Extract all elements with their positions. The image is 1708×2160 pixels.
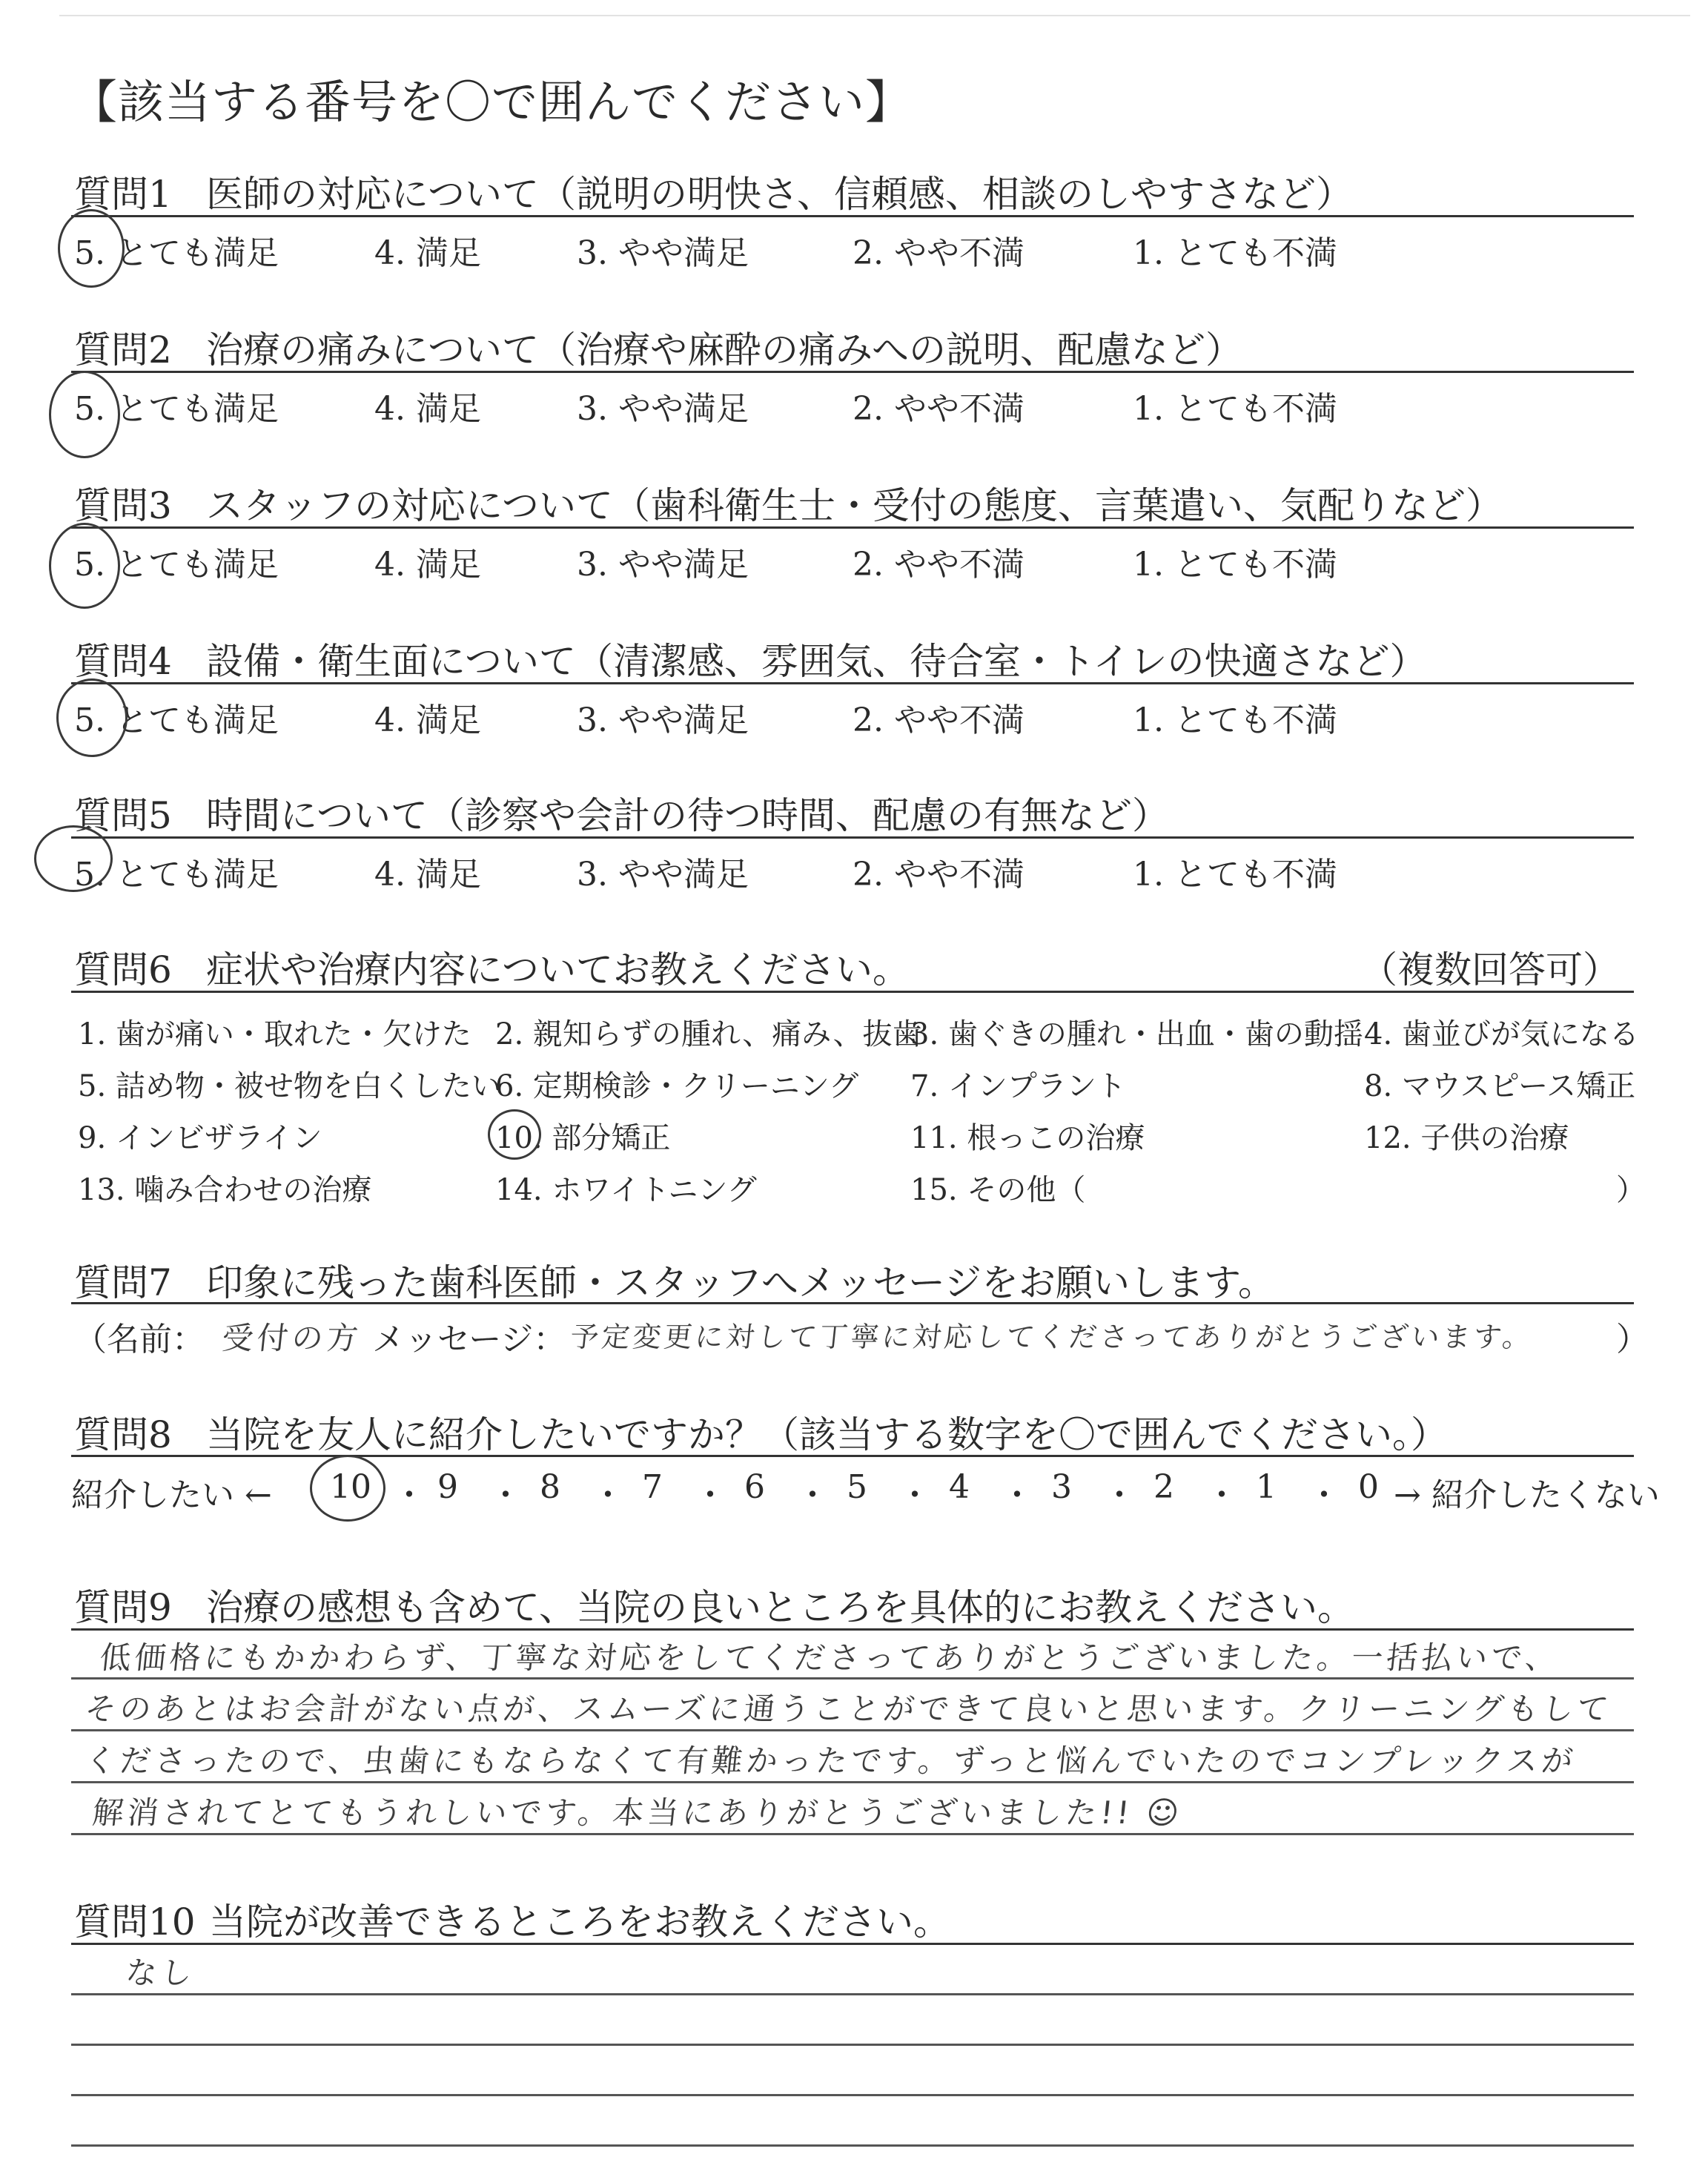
- scale-separator: ・: [1103, 1476, 1136, 1514]
- question-text: 治療の感想も含めて、当院の良いところを具体的にお教えください。: [206, 1586, 1354, 1629]
- selection-circle: [49, 523, 120, 609]
- question-text: 症状や治療内容についてお教えください。: [206, 948, 910, 991]
- question-rule: [71, 836, 1634, 839]
- writing-line: [71, 1729, 1634, 1731]
- scale-value-5[interactable]: 5: [847, 1468, 867, 1506]
- scale-value-0[interactable]: 0: [1358, 1468, 1379, 1506]
- question-label: 質問8: [74, 1413, 172, 1456]
- recommend-right-label: → 紹介したくない: [1394, 1476, 1660, 1514]
- option-4[interactable]: 4. 満足: [374, 701, 481, 739]
- symptom-option[interactable]: 14. ホワイトニング: [495, 1173, 757, 1207]
- question-text: スタッフの対応について（歯科衛生士・受付の態度、言葉遣い、気配りなど）: [206, 484, 1503, 527]
- option-1[interactable]: 1. とても不満: [1133, 856, 1337, 894]
- improvement-answer[interactable]: なし: [124, 1955, 198, 1991]
- option-3[interactable]: 3. やや満足: [577, 234, 749, 272]
- question-rule: [71, 1455, 1634, 1457]
- selection-circle: [49, 371, 120, 458]
- question-label: 質問7: [74, 1261, 172, 1304]
- scale-value-9[interactable]: 9: [437, 1468, 458, 1506]
- option-2[interactable]: 2. やや不満: [853, 701, 1025, 739]
- question-rule: [71, 1943, 1634, 1945]
- selection-circle: [310, 1455, 385, 1522]
- scale-separator: ・: [489, 1476, 522, 1514]
- question-label: 質問4: [74, 640, 172, 683]
- question-label: 質問6: [74, 948, 172, 991]
- selection-circle: [56, 678, 128, 757]
- symptom-option[interactable]: 2. 親知らずの腫れ、痛み、抜歯: [495, 1017, 922, 1051]
- option-1[interactable]: 1. とても不満: [1133, 546, 1337, 584]
- selection-circle: [488, 1109, 541, 1160]
- question-rule: [71, 991, 1634, 993]
- option-5[interactable]: 5. とても満足: [74, 234, 279, 272]
- scale-separator: ・: [1001, 1476, 1033, 1514]
- question-text: 医師の対応について（説明の明快さ、信頼感、相談のしやすさなど）: [206, 173, 1353, 216]
- writing-line: [71, 1993, 1634, 1995]
- answer-line[interactable]: くださったので、虫歯にもならなくて有難かったです。ずっと悩んでいたのでコンプレックスが: [83, 1743, 1579, 1779]
- scale-separator: ・: [796, 1476, 829, 1514]
- option-4[interactable]: 4. 満足: [374, 234, 481, 272]
- scale-separator: ・: [1205, 1476, 1238, 1514]
- symptom-option[interactable]: 15. その他（: [910, 1173, 1086, 1207]
- writing-line: [71, 1833, 1634, 1835]
- symptom-option[interactable]: 13. 噛み合わせの治療: [78, 1173, 372, 1207]
- symptom-option[interactable]: 7. インプラント: [910, 1069, 1126, 1103]
- symptom-option[interactable]: 3. 歯ぐきの腫れ・出血・歯の動揺: [910, 1017, 1363, 1051]
- option-2[interactable]: 2. やや不満: [853, 234, 1025, 272]
- other-close-paren: ）: [1616, 1173, 1646, 1207]
- question-label: 質問5: [74, 794, 172, 837]
- option-3[interactable]: 3. やや満足: [577, 701, 749, 739]
- symptom-option[interactable]: 9. インビザライン: [78, 1121, 322, 1155]
- recommend-left-label: 紹介したい ←: [71, 1476, 272, 1514]
- symptom-option[interactable]: 10. 部分矯正: [495, 1121, 671, 1155]
- message-label: メッセージ：: [372, 1321, 566, 1358]
- multiple-answers-note: （複数回答可）: [1360, 948, 1620, 991]
- scale-value-6[interactable]: 6: [744, 1468, 765, 1506]
- question-text: 印象に残った歯科医師・スタッフへメッセージをお願いします。: [206, 1261, 1275, 1304]
- option-5[interactable]: 5. とても満足: [74, 390, 279, 428]
- option-4[interactable]: 4. 満足: [374, 856, 481, 894]
- scale-value-1[interactable]: 1: [1256, 1468, 1277, 1506]
- option-1[interactable]: 1. とても不満: [1133, 701, 1337, 739]
- option-5[interactable]: 5. とても満足: [74, 546, 279, 584]
- writing-line: [71, 1781, 1634, 1783]
- name-label: （名前：: [74, 1321, 205, 1358]
- answer-line[interactable]: 低価格にもかかわらず、丁寧な対応をしてくださってありがとうございました。一括払いで、: [98, 1639, 1563, 1676]
- question-rule: [71, 1628, 1634, 1631]
- question-text: 設備・衛生面について（清潔感、雰囲気、待合室・トイレの快適さなど）: [206, 640, 1427, 683]
- scale-value-2[interactable]: 2: [1153, 1468, 1174, 1506]
- question-text: 治療の痛みについて（治療や麻酔の痛みへの説明、配慮など）: [206, 328, 1242, 371]
- option-4[interactable]: 4. 満足: [374, 546, 481, 584]
- top-border: [59, 15, 1690, 16]
- question-rule: [71, 682, 1634, 684]
- option-1[interactable]: 1. とても不満: [1133, 234, 1337, 272]
- symptom-option[interactable]: 11. 根っこの治療: [910, 1121, 1145, 1155]
- question-label: 質問9: [74, 1586, 172, 1629]
- option-2[interactable]: 2. やや不満: [853, 856, 1025, 894]
- question-label: 質問3: [74, 484, 172, 527]
- scale-separator: ・: [592, 1476, 624, 1514]
- question-rule: [71, 371, 1634, 373]
- option-5[interactable]: 5. とても満足: [74, 701, 279, 739]
- question-rule: [71, 215, 1634, 217]
- option-5[interactable]: 5. とても満足: [74, 856, 279, 894]
- option-2[interactable]: 2. やや不満: [853, 390, 1025, 428]
- option-3[interactable]: 3. やや満足: [577, 856, 749, 894]
- scale-value-10[interactable]: 10: [330, 1468, 371, 1506]
- option-3[interactable]: 3. やや満足: [577, 390, 749, 428]
- question-label: 質問1: [74, 173, 172, 216]
- option-3[interactable]: 3. やや満足: [577, 546, 749, 584]
- writing-line: [71, 2094, 1634, 2096]
- symptom-option[interactable]: 8. マウスピース矯正: [1364, 1069, 1636, 1103]
- writing-line: [71, 2044, 1634, 2046]
- answer-line[interactable]: 解消されてとてもうれしいです。本当にありがとうございました!! ☺: [90, 1794, 1185, 1831]
- symptom-option[interactable]: 1. 歯が痛い・取れた・欠けた: [78, 1017, 471, 1051]
- option-2[interactable]: 2. やや不満: [853, 546, 1025, 584]
- writing-line: [71, 2144, 1634, 2147]
- symptom-option[interactable]: 12. 子供の治療: [1364, 1121, 1569, 1155]
- question-text: 時間について（診察や会計の待つ時間、配慮の有無など）: [206, 794, 1169, 837]
- message-answer[interactable]: 予定変更に対して丁寧に対応してくださってありがとうございます。: [569, 1321, 1535, 1353]
- scale-separator: ・: [898, 1476, 931, 1514]
- answer-line[interactable]: そのあとはお会計がない点が、スムーズに通うことができて良いと思います。クリーニングもして: [83, 1691, 1614, 1727]
- scale-value-8[interactable]: 8: [540, 1468, 560, 1506]
- option-4[interactable]: 4. 満足: [374, 390, 481, 428]
- selection-circle: [34, 825, 113, 892]
- staff-name-answer[interactable]: 受付の方: [220, 1320, 364, 1356]
- scale-value-4[interactable]: 4: [949, 1468, 970, 1506]
- message-close-paren: ）: [1616, 1321, 1649, 1358]
- scale-separator: ・: [1308, 1476, 1340, 1514]
- instruction-header: 【該当する番号を〇で囲んでください】: [71, 75, 913, 129]
- question-rule: [71, 526, 1634, 529]
- question-text: 当院が改善できるところをお教えください。: [209, 1900, 950, 1943]
- option-1[interactable]: 1. とても不満: [1133, 390, 1337, 428]
- scale-separator: ・: [393, 1476, 426, 1514]
- symptom-option[interactable]: 6. 定期検診・クリーニング: [495, 1069, 859, 1103]
- scale-separator: ・: [694, 1476, 726, 1514]
- symptom-option[interactable]: 5. 詰め物・被せ物を白くしたい: [78, 1069, 501, 1103]
- scale-value-7[interactable]: 7: [642, 1468, 663, 1506]
- question-label: 質問2: [74, 328, 172, 371]
- symptom-option[interactable]: 4. 歯並びが気になる: [1364, 1017, 1639, 1051]
- question-label: 質問10: [74, 1900, 196, 1943]
- scale-value-3[interactable]: 3: [1051, 1468, 1072, 1506]
- question-rule: [71, 1302, 1634, 1304]
- writing-line: [71, 1677, 1634, 1680]
- question-text: 当院を友人に紹介したいですか？（該当する数字を〇で囲んでください。）: [206, 1413, 1448, 1456]
- selection-circle: [58, 209, 125, 288]
